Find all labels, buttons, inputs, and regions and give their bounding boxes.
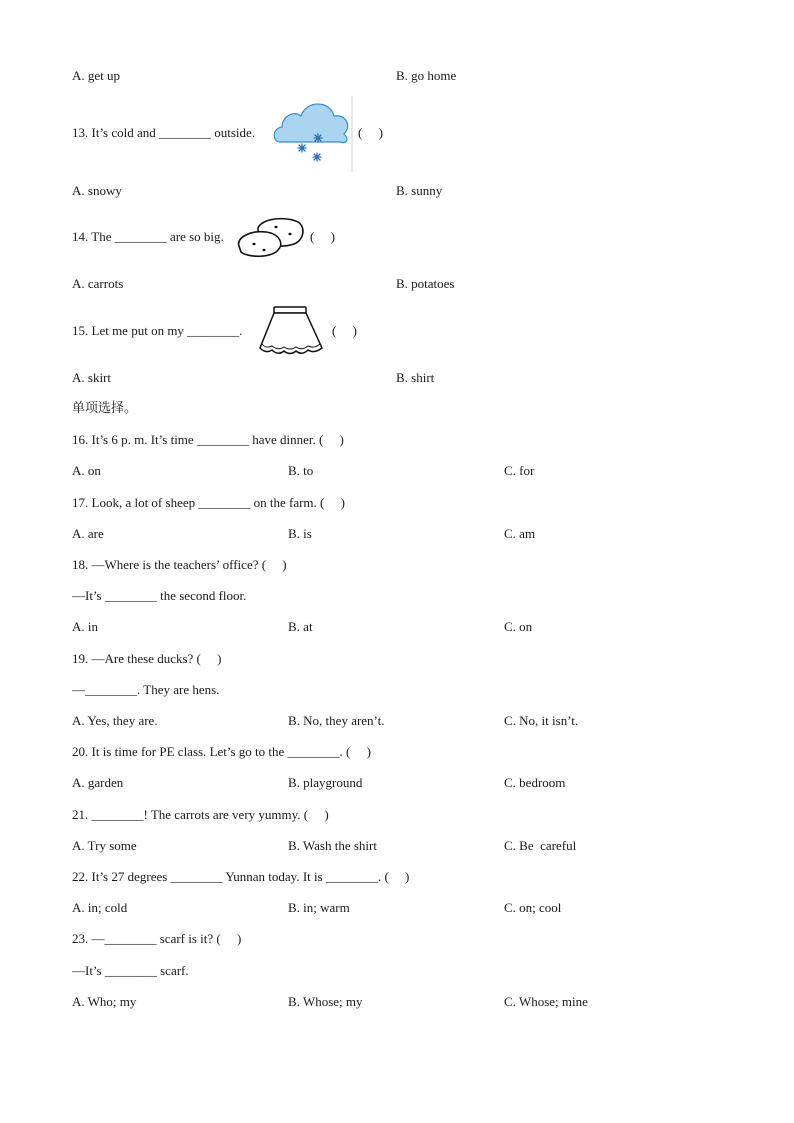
- q14-stem: 14. The ________ are so big.: [72, 229, 224, 244]
- q20-option-c: C. bedroom: [504, 775, 566, 790]
- skirt-icon: [252, 304, 328, 358]
- q12-option-a: A. get up: [72, 68, 121, 83]
- q15-stem: 15. Let me put on my ________.: [72, 323, 243, 338]
- q14-answer-paren: ( ): [310, 229, 335, 244]
- q16-stem: 16. It’s 6 p. m. It’s time ________ have dinner. ( ): [72, 432, 344, 447]
- q13-stem: 13. It’s cold and ________ outside.: [72, 125, 256, 140]
- section-heading: 单项选择。: [72, 401, 138, 416]
- q13-option-a: A. snowy: [72, 183, 122, 198]
- q15-option-b: B. shirt: [396, 370, 435, 385]
- q23-option-c: C. Whose; mine: [504, 994, 588, 1009]
- q19-option-c: C. No, it isn’t.: [504, 713, 579, 728]
- q21-option-a: A. Try some: [72, 838, 137, 853]
- q13-option-b: B. sunny: [396, 183, 443, 198]
- q21-option-c: C. Be careful: [504, 838, 577, 853]
- q17-stem: 17. Look, a lot of sheep ________ on the farm. ( ): [72, 495, 345, 510]
- q18-option-a: A. in: [72, 619, 98, 634]
- q20-stem: 20. It is time for PE class. Let’s go to the ________. ( ): [72, 744, 371, 759]
- q23-stem: 23. —________ scarf is it? ( ): [72, 931, 242, 946]
- q18-reply: —It’s ________ the second floor.: [72, 588, 247, 603]
- q22-option-b: B. in; warm: [288, 900, 350, 915]
- q20-option-b: B. playground: [288, 775, 363, 790]
- q16-option-a: A. on: [72, 463, 101, 478]
- q16-option-b: B. to: [288, 463, 314, 478]
- q15-answer-paren: ( ): [332, 323, 357, 338]
- q20-option-a: A. garden: [72, 775, 124, 790]
- q21-stem: 21. ________! The carrots are very yummy. ( ): [72, 807, 329, 822]
- q14-option-b: B. potatoes: [396, 276, 455, 291]
- q19-stem: 19. —Are these ducks? ( ): [72, 651, 222, 666]
- q23-option-b: B. Whose; my: [288, 994, 363, 1009]
- q22-stem: 22. It’s 27 degrees ________ Yunnan today. It is ________. ( ): [72, 869, 410, 884]
- q23-option-a: A. Who; my: [72, 994, 137, 1009]
- q23-reply: —It’s ________ scarf.: [72, 963, 189, 978]
- q12-option-b: B. go home: [396, 68, 457, 83]
- q19-option-a: A. Yes, they are.: [72, 713, 158, 728]
- q17-option-c: C. am: [504, 526, 536, 541]
- q14-option-a: A. carrots: [72, 276, 124, 291]
- q17-option-b: B. is: [288, 526, 312, 541]
- q18-option-b: B. at: [288, 619, 313, 634]
- q16-option-c: C. for: [504, 463, 535, 478]
- q19-reply: —________. They are hens.: [72, 682, 220, 697]
- q21-option-b: B. Wash the shirt: [288, 838, 377, 853]
- q19-option-b: B. No, they aren’t.: [288, 713, 385, 728]
- q22-option-a: A. in; cold: [72, 900, 128, 915]
- q15-option-a: A. skirt: [72, 370, 111, 385]
- q18-stem: 18. —Where is the teachers’ office? ( ): [72, 557, 287, 572]
- q17-option-a: A. are: [72, 526, 104, 541]
- q18-option-c: C. on: [504, 619, 533, 634]
- snow-cloud-icon: [270, 96, 354, 172]
- q22-option-c: C. on; cool: [504, 900, 562, 915]
- q13-answer-paren: ( ): [358, 125, 383, 140]
- potatoes-icon: [236, 216, 306, 260]
